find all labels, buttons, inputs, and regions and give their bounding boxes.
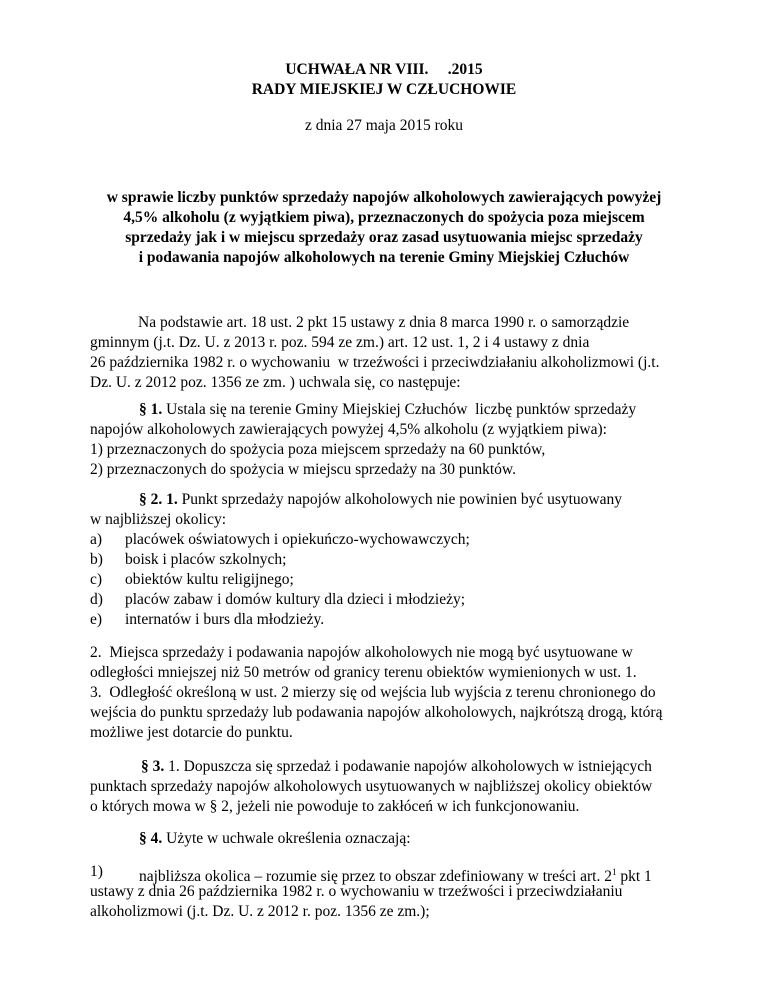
section-2-paragraph-2: odległości mniejszej niż 50 metrów od granicy terenu obiektów wymienionych w ust. 1. bbox=[90, 664, 637, 681]
definition-superscript: 1 bbox=[612, 867, 617, 877]
list-item: obiektów kultu religijnego; bbox=[125, 571, 294, 588]
council-name: RADY MIEJSKIEJ W CZŁUCHOWIE bbox=[251, 81, 517, 98]
section-1-mark: § 1. bbox=[139, 401, 163, 418]
list-item: placów zabaw i domów kultury dla dzieci i młodzieży; bbox=[125, 591, 466, 608]
section-2-paragraph-2: 2. Miejsca sprzedaży i podawania napojów alkoholowych nie mogą być usytuowane w bbox=[90, 644, 633, 661]
definition-line: ustawy z dnia 26 października 1982 r. o wychowaniu w trzeźwości i przeciwdziałaniu bbox=[90, 883, 623, 900]
section-3-first-line bbox=[141, 757, 652, 777]
section-3-text: 1. Dopuszcza się sprzedaż i podawanie napojów alkoholowych w istniejących bbox=[164, 758, 652, 775]
resolution-number: UCHWAŁA NR VIII. .2015 bbox=[285, 61, 483, 78]
section-2-paragraph-3: możliwe jest dotarcie do punktu. bbox=[90, 724, 293, 741]
list-letter: d) bbox=[90, 591, 103, 608]
resolution-date: z dnia 27 maja 2015 roku bbox=[305, 117, 463, 134]
section-1-line: 1) przeznaczonych do spożycia poza miejscem sprzedaży na 60 punktów, bbox=[90, 441, 546, 458]
preamble-line: gminnym (j.t. Dz. U. z 2013 r. poz. 594 ze zm.) art. 12 ust. 1, 2 i 4 ustawy z dnia bbox=[90, 334, 590, 351]
list-letter: c) bbox=[90, 571, 103, 588]
section-1-line: napojów alkoholowych zawierających powyżej 4,5% alkoholu (z wyjątkiem piwa): bbox=[90, 421, 607, 438]
definition-number: 1) bbox=[90, 863, 103, 880]
definition-text: najbliższa okolica – rozumie się przez to obszar zdefiniowany w treści art. 2 bbox=[139, 868, 612, 885]
section-2-paragraph-3: 3. Odległość określoną w ust. 2 mierzy się od wejścia lub wyjścia z terenu chronionego do bbox=[90, 684, 656, 701]
subject-line: w sprawie liczby punktów sprzedaży napojów alkoholowych zawierających powyżej bbox=[106, 189, 662, 206]
section-4-mark: § 4. bbox=[139, 830, 163, 847]
preamble-line: 26 października 1982 r. o wychowaniu w trzeźwości i przeciwdziałaniu alkoholizmowi (j.t. bbox=[90, 354, 660, 371]
section-1-line: 2) przeznaczonych do spożycia w miejscu sprzedaży na 30 punktów. bbox=[90, 461, 516, 478]
section-2-line: w najbliższej okolicy: bbox=[90, 511, 227, 528]
list-item: placówek oświatowych i opiekuńczo-wychowawczych; bbox=[125, 531, 470, 548]
section-2-first-line bbox=[139, 490, 622, 510]
section-2-paragraph-3: wejścia do punktu sprzedaży lub podawania napojów alkoholowych, najkrótszą drogą, którą bbox=[90, 704, 663, 721]
subject-line: 4,5% alkoholu (z wyjątkiem piwa), przeznaczonych do spożycia poza miejscem bbox=[123, 209, 645, 226]
list-letter: a) bbox=[90, 531, 103, 548]
list-item: boisk i placów szkolnych; bbox=[125, 551, 287, 568]
preamble-line: Na podstawie art. 18 ust. 2 pkt 15 ustawy z dnia 8 marca 1990 r. o samorządzie bbox=[138, 314, 630, 331]
section-4-first-line bbox=[139, 829, 411, 849]
section-4-text: Użyte w uchwale określenia oznaczają: bbox=[162, 830, 411, 847]
list-item: internatów i burs dla młodzieży. bbox=[125, 611, 325, 628]
subject-line: i podawania napojów alkoholowych na terenie Gminy Miejskiej Człuchów bbox=[138, 249, 630, 266]
subject-line: sprzedaży jak i w miejscu sprzedaży oraz zasad usytuowania miejsc sprzedaży bbox=[125, 229, 643, 246]
section-1-first-line bbox=[139, 400, 636, 420]
list-letter: e) bbox=[90, 611, 103, 628]
definition-text-end: pkt 1 bbox=[616, 868, 652, 885]
section-3-line: o których mowa w § 2, jeżeli nie powoduje to zakłóceń w ich funkcjonowaniu. bbox=[90, 798, 580, 815]
section-2-mark: § 2. 1. bbox=[139, 491, 178, 508]
section-3-mark: § 3. bbox=[141, 758, 165, 775]
definition-line: alkoholizmowi (j.t. Dz. U. z 2012 r. poz. 1356 ze zm.); bbox=[90, 903, 430, 920]
section-3-line: punktach sprzedaży napojów alkoholowych usytuowanych w najbliższej okolicy obiektów bbox=[90, 778, 653, 795]
section-1-text: Ustala się na terenie Gminy Miejskiej Człuchów liczbę punktów sprzedaży bbox=[162, 401, 637, 418]
preamble-line: Dz. U. z 2012 poz. 1356 ze zm. ) uchwala się, co następuje: bbox=[90, 374, 461, 391]
list-letter: b) bbox=[90, 551, 103, 568]
section-2-text: Punkt sprzedaży napojów alkoholowych nie powinien być usytuowany bbox=[177, 491, 622, 508]
